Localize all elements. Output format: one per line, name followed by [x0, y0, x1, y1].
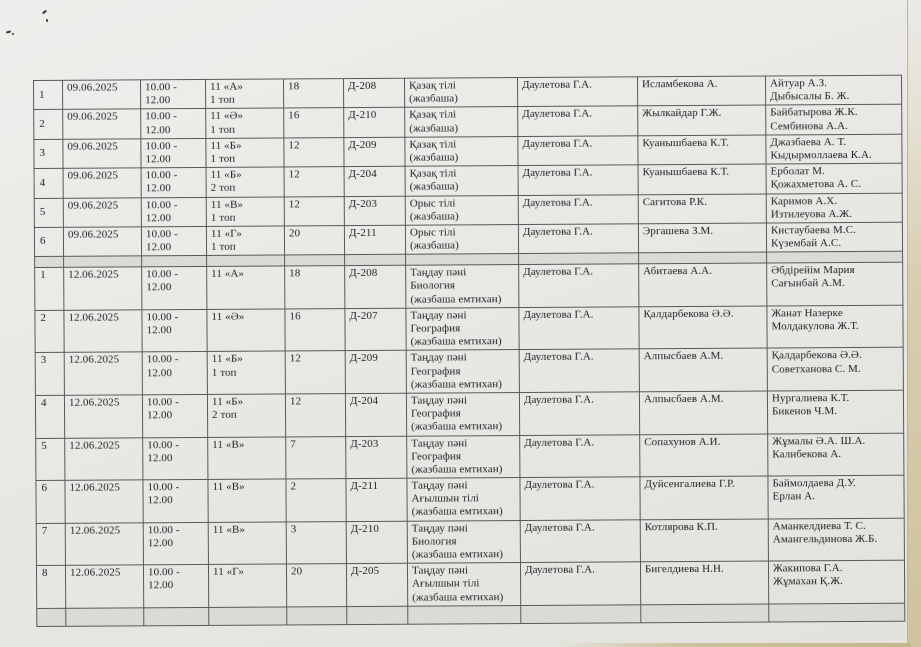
- cell-subject: Қазақ тілі (жазбаша): [405, 166, 518, 196]
- cell-assistants: Ерболат М. Қожахметова А. С.: [766, 163, 902, 193]
- cell-assistants: Қалдарбекова Ә.Ә. Советханова С. М.: [767, 348, 903, 391]
- separator-cell: [287, 606, 347, 624]
- cell-examiner: Бигелдиева Н.Н.: [640, 561, 768, 604]
- cell-count: 2: [286, 479, 346, 522]
- scan-speckle: [6, 30, 11, 33]
- cell-examiner: Эргашева З.М.: [638, 223, 766, 253]
- cell-subject: Таңдау пәні География (жазбаша емтихан): [406, 392, 519, 435]
- table-row: [35, 390, 903, 438]
- cell-room: Д-205: [346, 563, 407, 606]
- cell-class: 11 «Б» 2 топ: [206, 167, 284, 197]
- cell-subject: Таңдау пәні Биология (жазбаша емтихан): [406, 265, 519, 308]
- cell-num: 5: [34, 198, 63, 228]
- cell-time: 10.00 - 12.00: [141, 109, 206, 139]
- cell-time: 10.00 - 12.00: [142, 352, 207, 395]
- cell-time: 10.00 - 12.00: [143, 480, 208, 523]
- cell-room: Д-208: [345, 265, 406, 308]
- cell-class: 11 «А» 1 топ: [205, 79, 283, 109]
- cell-room: Д-203: [346, 436, 407, 479]
- separator-cell: [207, 255, 285, 266]
- separator-cell: [639, 252, 767, 264]
- cell-date: 09.06.2025: [63, 168, 141, 198]
- cell-examiner: Сопахунов А.И.: [640, 434, 768, 477]
- page-bottom-edge: [555, 643, 911, 647]
- cell-assistants: Айтуар А.З. Дыбысалы Б. Ж.: [765, 75, 901, 105]
- cell-examiner: Алпысбаев А.М.: [639, 348, 767, 391]
- cell-count: 16: [285, 308, 345, 351]
- cell-examiner: Жылкайдар Г.Ж.: [638, 105, 766, 135]
- cell-subject: Таңдау пәні География (жазбаша емтихан): [407, 435, 520, 478]
- cell-class: 11 «Б» 2 топ: [207, 394, 285, 437]
- separator-cell: [37, 608, 66, 626]
- cell-class: 11 «В»: [208, 436, 286, 479]
- cell-examiner: Абитаева А.А.: [639, 263, 767, 306]
- cell-num: 2: [34, 110, 63, 140]
- cell-class: 11 «Г» 1 топ: [206, 226, 284, 256]
- cell-class: 11 «Б» 1 топ: [206, 138, 284, 168]
- cell-assistants: Баймолдаева Д.У. Ерлан А.: [768, 475, 904, 518]
- separator-cell: [767, 251, 903, 263]
- cell-organizer: Даулетова Г.А.: [519, 392, 639, 435]
- cell-assistants: Жанат Назерке Молдакулова Ж.Т.: [767, 305, 903, 348]
- separator-cell: [142, 256, 207, 267]
- cell-count: 12: [284, 137, 344, 167]
- cell-assistants: Нургалиева К.Т. Бикенов Ч.М.: [767, 390, 903, 433]
- cell-assistants: Әбдірейім Мария Сағынбай А.М.: [767, 262, 903, 305]
- cell-room: Д-209: [345, 351, 406, 394]
- cell-organizer: Даулетова Г.А.: [520, 434, 640, 477]
- separator-cell: [345, 254, 406, 265]
- section-12-06: [35, 262, 905, 608]
- table-row: [36, 560, 904, 608]
- cell-date: 09.06.2025: [63, 139, 141, 169]
- cell-class: 11 «В»: [208, 522, 286, 565]
- cell-class: 11 «В» 1 топ: [206, 196, 284, 226]
- cell-date: 12.06.2025: [65, 480, 143, 523]
- separator-cell: [144, 607, 209, 625]
- cell-num: 1: [35, 268, 64, 311]
- cell-organizer: Даулетова Г.А.: [518, 136, 638, 166]
- cell-room: Д-204: [345, 393, 406, 436]
- cell-num: 4: [35, 395, 64, 438]
- separator-cell: [519, 253, 639, 265]
- cell-room: Д-209: [344, 137, 405, 167]
- cell-date: 12.06.2025: [64, 352, 142, 395]
- cell-subject: Қазақ тілі (жазбаша): [404, 78, 517, 108]
- cell-subject: Таңдау пәні География (жазбаша емтихан): [406, 307, 519, 350]
- cell-time: 10.00 - 12.00: [143, 522, 208, 565]
- cell-date: 12.06.2025: [65, 565, 143, 608]
- cell-count: 16: [284, 108, 344, 138]
- cell-organizer: Даулетова Г.А.: [518, 224, 638, 254]
- exam-schedule-table: [33, 75, 905, 627]
- cell-assistants: Жакипова Г.А. Жұмахан Қ.Ж.: [768, 560, 904, 603]
- cell-assistants: Каримов А.Х. Изтилеуова А.Ж.: [766, 193, 902, 223]
- cell-assistants: Байбатырова Ж.К. Сембинова А.А.: [766, 105, 902, 135]
- scan-speckle: [12, 33, 14, 35]
- cell-num: 1: [34, 80, 63, 110]
- cell-num: 2: [35, 310, 64, 353]
- cell-time: 10.00 - 12.00: [141, 79, 206, 109]
- cell-time: 10.00 - 12.00: [141, 168, 206, 198]
- cell-subject: Қазақ тілі (жазбаша): [405, 107, 518, 137]
- cell-time: 10.00 - 12.00: [143, 437, 208, 480]
- scan-speckle: [46, 19, 48, 22]
- separator-cell: [406, 254, 519, 266]
- cell-room: Д-204: [344, 166, 405, 196]
- cell-room: Д-211: [346, 478, 407, 521]
- cell-subject: Таңдау пәні Ағылшын тілі (жазбаша емтихан): [407, 563, 520, 606]
- cell-time: 10.00 - 12.00: [141, 138, 206, 168]
- table-row: [36, 518, 904, 566]
- cell-assistants: Аманкелдиева Т. С. Амангельдинова Ж.Б.: [768, 518, 904, 561]
- cell-room: Д-210: [346, 521, 407, 564]
- cell-date: 09.06.2025: [63, 80, 141, 110]
- separator-cell: [521, 605, 641, 624]
- cell-time: 10.00 - 12.00: [142, 309, 207, 352]
- cell-examiner: Куанышбаева К.Т.: [638, 135, 766, 165]
- separator-cell: [347, 606, 408, 624]
- cell-organizer: Даулетова Г.А.: [519, 307, 639, 350]
- scan-speckle: [42, 10, 47, 15]
- cell-num: 6: [36, 480, 65, 523]
- cell-num: 3: [35, 353, 64, 396]
- table-row: [36, 475, 904, 523]
- cell-count: 12: [285, 351, 345, 394]
- cell-assistants: Джазбаева А. Т. Кыдырмоллаева К.А.: [766, 134, 902, 164]
- cell-count: 12: [285, 394, 345, 437]
- page-right-edge: [907, 0, 921, 647]
- cell-examiner: Қалдарбекова Ә.Ә.: [639, 306, 767, 349]
- cell-room: Д-207: [345, 308, 406, 351]
- cell-count: 18: [285, 266, 345, 309]
- cell-num: 3: [34, 139, 63, 169]
- section-09-06: [34, 75, 903, 257]
- cell-examiner: Исламбекова А.: [637, 76, 765, 106]
- separator-cell: [769, 603, 905, 622]
- cell-room: Д-203: [344, 196, 405, 226]
- cell-count: 20: [284, 225, 344, 255]
- cell-count: 18: [283, 79, 343, 109]
- cell-num: 5: [36, 438, 65, 481]
- cell-time: 10.00 - 12.00: [142, 267, 207, 310]
- cell-time: 10.00 - 12.00: [143, 565, 208, 608]
- cell-date: 09.06.2025: [63, 227, 141, 257]
- cell-class: 11 «Г»: [208, 564, 286, 607]
- separator-cell: [408, 605, 521, 624]
- separator-cell: [641, 604, 769, 623]
- cell-subject: Орыс тілі (жазбаша): [405, 195, 518, 225]
- cell-time: 10.00 - 12.00: [141, 197, 206, 227]
- cell-count: 12: [284, 196, 344, 226]
- table-row: [35, 262, 903, 310]
- cell-count: 20: [286, 564, 346, 607]
- cell-num: 8: [36, 565, 65, 608]
- cell-subject: Орыс тілі (жазбаша): [405, 224, 518, 254]
- cell-organizer: Даулетова Г.А.: [519, 264, 639, 307]
- cell-organizer: Даулетова Г.А.: [520, 477, 640, 520]
- cell-class: 11 «В»: [208, 479, 286, 522]
- cell-class: 11 «А»: [207, 266, 285, 309]
- exam-schedule-sheet: [33, 75, 904, 627]
- cell-date: 12.06.2025: [64, 267, 142, 310]
- cell-organizer: Даулетова Г.А.: [517, 77, 637, 107]
- cell-count: 7: [286, 436, 346, 479]
- separator-cell: [64, 256, 142, 267]
- cell-room: Д-208: [343, 78, 404, 108]
- cell-subject: Таңдау пәні Ағылшын тілі (жазбаша емтихан): [407, 478, 520, 521]
- cell-organizer: Даулетова Г.А.: [519, 349, 639, 392]
- cell-date: 12.06.2025: [65, 522, 143, 565]
- cell-date: 12.06.2025: [64, 310, 142, 353]
- cell-subject: Таңдау пәні География (жазбаша емтихан): [406, 350, 519, 393]
- cell-organizer: Даулетова Г.А.: [518, 106, 638, 136]
- separator-cell: [209, 607, 287, 625]
- cell-count: 12: [284, 167, 344, 197]
- cell-date: 09.06.2025: [63, 109, 141, 139]
- cell-time: 10.00 - 12.00: [141, 226, 206, 256]
- cell-subject: Таңдау пәні Биология (жазбаша емтихан): [407, 520, 520, 563]
- table-row: [35, 348, 903, 396]
- cell-room: Д-210: [344, 108, 405, 138]
- cell-assistants: Жұмалы Ә.А. Ш.А. Калибекова А.: [768, 433, 904, 476]
- cell-organizer: Даулетова Г.А.: [520, 519, 640, 562]
- cell-date: 12.06.2025: [64, 395, 142, 438]
- cell-num: 6: [34, 227, 63, 257]
- cell-count: 3: [286, 521, 346, 564]
- cell-class: 11 «Ә»: [207, 309, 285, 352]
- cell-organizer: Даулетова Г.А.: [518, 194, 638, 224]
- cell-examiner: Куанышбаева К.Т.: [638, 164, 766, 194]
- cell-time: 10.00 - 12.00: [142, 394, 207, 437]
- separator-cell: [285, 255, 345, 266]
- cell-organizer: Даулетова Г.А.: [518, 165, 638, 195]
- cell-date: 12.06.2025: [65, 437, 143, 480]
- separator-cell: [35, 257, 64, 268]
- cell-num: 4: [34, 168, 63, 198]
- table-row: [36, 433, 904, 481]
- cell-examiner: Дуйсенгалиева Г.Р.: [640, 476, 768, 519]
- separator-cell: [66, 608, 144, 626]
- cell-room: Д-211: [344, 225, 405, 255]
- cell-examiner: Алпысбаев А.М.: [639, 391, 767, 434]
- cell-assistants: Кистаубаева М.С. Күзембай А.С.: [766, 222, 902, 252]
- cell-class: 11 «Ә» 1 топ: [206, 108, 284, 138]
- cell-organizer: Даулетова Г.А.: [520, 562, 640, 605]
- cell-examiner: Сагитова Р.К.: [638, 194, 766, 224]
- table-row: [35, 305, 903, 353]
- cell-subject: Қазақ тілі (жазбаша): [405, 136, 518, 166]
- cell-class: 11 «Б» 1 топ: [207, 351, 285, 394]
- cell-num: 7: [36, 523, 65, 566]
- cell-examiner: Котлярова К.П.: [640, 519, 768, 562]
- cell-date: 09.06.2025: [63, 197, 141, 227]
